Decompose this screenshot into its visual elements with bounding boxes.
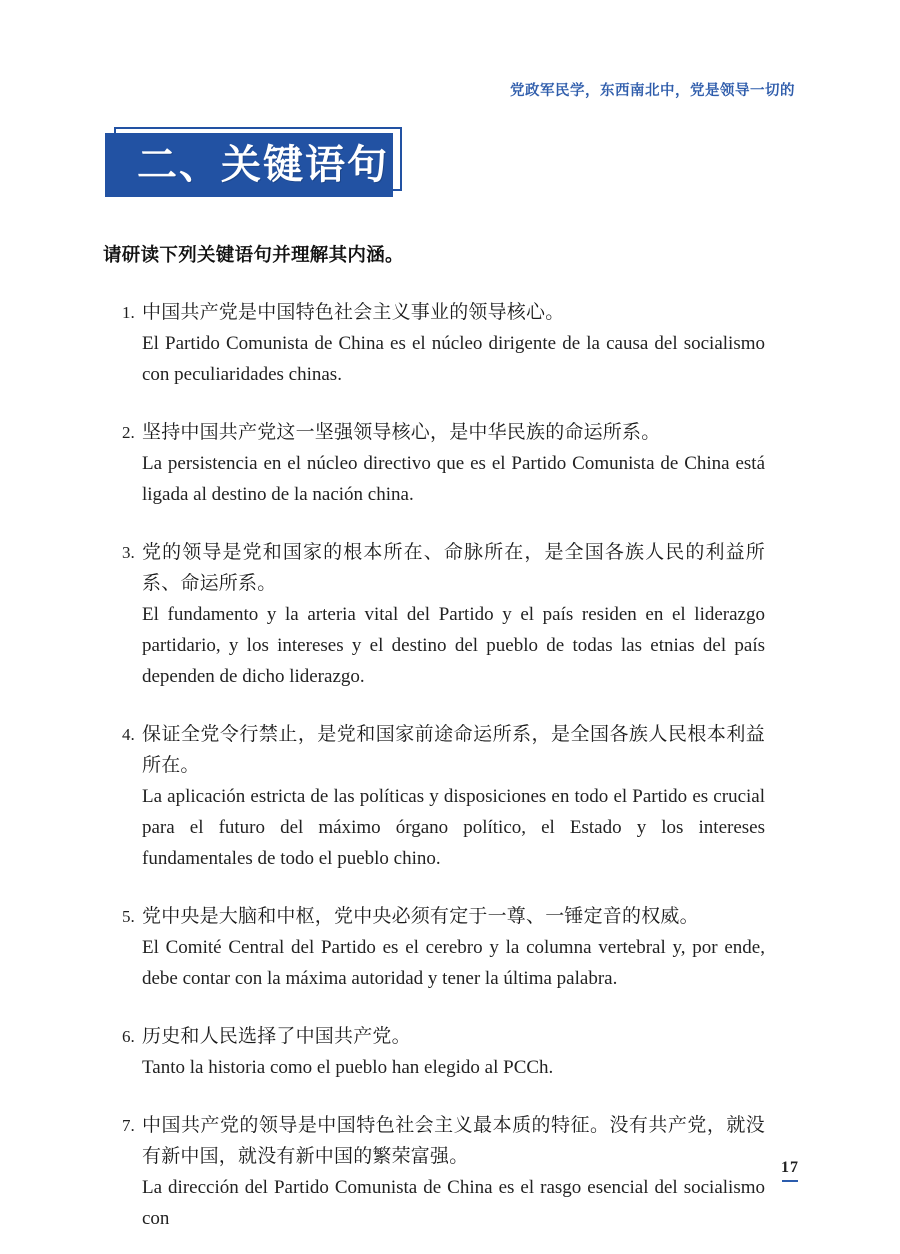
list-item-number: 4. <box>122 725 135 744</box>
list-item-content <box>142 719 765 874</box>
list-item <box>122 901 765 994</box>
list-item <box>122 1110 765 1234</box>
key-sentence-es: El Partido Comunista de China es el núcleo dirigente de la causa del socialismo con peculiaridades chinas. <box>142 333 765 385</box>
key-sentence-es: El Comité Central del Partido es el cerebro y la columna vertebral y, por ende, debe contar con la máxima autoridad y tener la última palabra. <box>142 937 765 989</box>
list-item-content <box>142 1110 765 1234</box>
key-sentence-zh: 中国共产党的领导是中国特色社会主义最本质的特征。没有共产党，就没有新中国，就没有新中国的繁荣富强。 <box>142 1115 765 1167</box>
list-item <box>122 1021 765 1083</box>
key-sentence-es: La aplicación estricta de las políticas y disposiciones en todo el Partido es crucial para el futuro del máximo órgano político, el Estado y los intereses fundamentales de todo el pueblo chino. <box>142 786 765 869</box>
key-sentence-zh: 党中央是大脑和中枢，党中央必须有定于一尊、一锤定音的权威。 <box>142 906 699 927</box>
banner-fill-box <box>105 133 393 197</box>
instruction-text: 请研读下列关键语句并理解其内涵。 <box>103 246 404 266</box>
key-sentence-es: El fundamento y la arteria vital del Partido y el país residen en el liderazgo partidario, y los intereses y el destino del pueblo de todas las etnias del país dependen de dicho liderazgo. <box>142 604 765 687</box>
page-number-underline <box>782 1180 798 1182</box>
key-sentence-es: La persistencia en el núcleo directivo que es el Partido Comunista de China está ligada al destino de la nación china. <box>142 453 765 505</box>
list-item <box>122 719 765 874</box>
key-sentence-es: La dirección del Partido Comunista de China es el rasgo esencial del socialismo con <box>142 1177 765 1229</box>
key-sentence-list <box>122 297 765 1254</box>
list-item-number: 1. <box>122 303 135 322</box>
list-item-content <box>142 297 765 390</box>
section-title-banner <box>105 133 393 197</box>
key-sentence-zh: 坚持中国共产党这一坚强领导核心，是中华民族的命运所系。 <box>142 422 661 443</box>
key-sentence-zh: 党的领导是党和国家的根本所在、命脉所在，是全国各族人民的利益所系、命运所系。 <box>142 542 765 594</box>
list-item-number: 7. <box>122 1116 135 1135</box>
running-head-quote: 党政军民学，东西南北中，党是领导一切的 <box>510 83 795 99</box>
list-item-content <box>142 537 765 692</box>
list-item-content <box>142 417 765 510</box>
list-item-content <box>142 901 765 994</box>
key-sentence-zh: 保证全党令行禁止，是党和国家前途命运所系，是全国各族人民根本利益所在。 <box>142 724 765 776</box>
page-number <box>781 1158 799 1182</box>
key-sentence-zh: 历史和人民选择了中国共产党。 <box>142 1026 411 1047</box>
list-item <box>122 417 765 510</box>
page-number-value: 17 <box>781 1159 799 1176</box>
list-item-number: 3. <box>122 543 135 562</box>
key-sentence-es: Tanto la historia como el pueblo han elegido al PCCh. <box>142 1057 554 1078</box>
list-item-number: 2. <box>122 423 135 442</box>
list-item-number: 5. <box>122 907 135 926</box>
list-item <box>122 537 765 692</box>
list-item <box>122 297 765 390</box>
section-title: 二、关键语句 <box>137 142 389 187</box>
list-item-number: 6. <box>122 1027 135 1046</box>
list-item-content <box>142 1021 765 1083</box>
key-sentence-zh: 中国共产党是中国特色社会主义事业的领导核心。 <box>142 302 565 323</box>
